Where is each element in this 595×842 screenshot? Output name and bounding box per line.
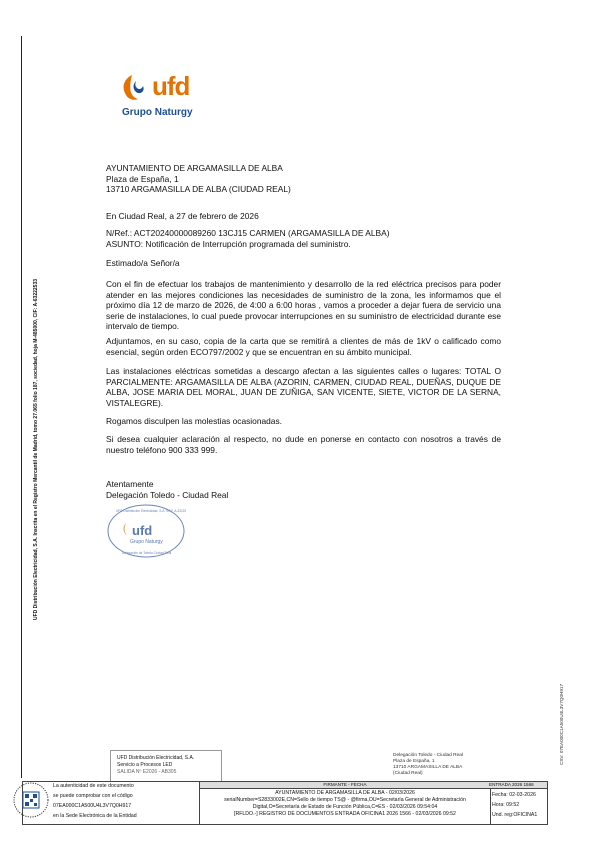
side-csv-text: CSV: 07EA000C1A500U4L3V7Q0H917 (559, 683, 564, 765)
recipient-street: Plaza de España, 1 (106, 173, 179, 184)
logo-subtitle: Grupo Naturgy (122, 107, 193, 118)
registry-footer (22, 781, 548, 825)
paragraph-1: Con el fin de efectuar los trabajos de mantenimiento y desarrollo de la red eléctrica precisos para poder atender en las mejores condiciones las necesidades de suministro de la zona, les informamos que el próximo día 12 de marzo de 2026, de 4:00 a 6:00 horas , vamos a proceder a dejar fuera de servicio una serie de instalaciones, lo cual puede provocar interrupciones en su suministro de electricidad durante ese intervalo de tiempo. (106, 279, 501, 332)
paragraph-2: Adjuntamos, en su caso, copia de la carta que se remitirá a clientes de más de 1kV o calificado como esencial, según orden ECO797/2002 y que se encuentran en su ámbito municipal. (106, 336, 501, 357)
exit-stamp-line1: UFD Distribución Electricidad, S.A. (117, 755, 195, 761)
reference-line: N/Ref.: ACT20240000089260 13CJ15 CARMEN (ARGAMASILLA DE ALBA) (106, 228, 390, 238)
footer-signatures: FIRMANTE - FECHA AYUNTAMIENTO DE ARGAMASILLA DE ALBA - 02/03/2026 serialNumber=S2833002E,CN=Sello de tiempo TS@ - @firma,OU=Secretaría General de Administración Digital,O=Secretaría de Estado de Función Pública,C=ES - 02/03/2026 09:54:04 [RFLDO.-] REGISTRO DE DOCUMENTOS ENTRADA OFICINA1 2026 1566 - 02/03/2026 09:52 (199, 782, 491, 824)
exit-stamp-line2: Servicio a Procesos LED (117, 762, 173, 768)
svg-text:Grupo Naturgy: Grupo Naturgy (130, 539, 163, 545)
footer-verification: La autenticidad de este documento se puede comprobar con el código 07EA000C1A500U4L3V7Q0H917 en la Sede Electrónica de la Entidad (53, 783, 137, 819)
small-address: Delegación Toledo - Ciudad Real Plaza de España, 1 13710 ARGAMASILLA DE ALBA (Ciudad Real) (393, 753, 464, 776)
closing (106, 479, 228, 500)
left-margin-line (21, 36, 22, 778)
greeting: Estimado/a Señor/a (106, 258, 180, 268)
closing-salutation: Atentamente (106, 479, 154, 489)
footer-registry-entry: ENTRADA 2026 1566 Fecha: 02-03-2026 Hora: 09:52 Und. reg:OFICINA1 (489, 782, 547, 824)
paragraph-5: Si desea cualquier aclaración al respecto, no dude en ponerse en contacto con nosotros a través de nuestro teléfono 900 333 999. (106, 434, 501, 455)
verification-seal-icon (11, 780, 51, 820)
exit-stamp-number: SALIDA Nº E2026 - AB305 (117, 769, 177, 775)
recipient-name: AYUNTAMIENTO DE ARGAMASILLA DE ALBA (106, 163, 283, 173)
paragraph-4: Rogamos disculpen las molestias ocasionadas. (106, 416, 282, 426)
svg-text:Delegación de Toledo-Ciudad Re: Delegación de Toledo-Ciudad Real (122, 551, 172, 555)
reference-block (106, 228, 390, 249)
footer-entry-header: ENTRADA 2026 1566 (489, 782, 547, 789)
exit-stamp (110, 750, 222, 782)
closing-signature: Delegación Toledo - Ciudad Real (106, 489, 229, 500)
svg-text:ufd: ufd (132, 523, 153, 538)
svg-text:UFD Distribución Electricidad,: UFD Distribución Electricidad, S.A. N.I.F. A-63222533 (116, 509, 186, 513)
recipient-city: 13710 ARGAMASILLA DE ALBA (CIUDAD REAL) (106, 184, 291, 195)
seal-ring-icon (106, 503, 186, 559)
company-seal (106, 503, 186, 559)
paragraph-3: Las instalaciones eléctricas sometidas a descargo afectan a las siguientes calles o lugares: TOTAL O PARCIALMENTE: ARGAMASILLA DE ALBA (AZORIN, CARMEN, CIUDAD REAL, DUEÑAS, DUQUE DE ALBA, JOSE MARIA DEL MORAL, JUAN DE ZUÑIGA, SAN VICENTE, SIETE, VICTOR DE LA SERNA, VISTALEGRE). (106, 366, 501, 408)
subject-line: ASUNTO: Notificación de Interrupción programada del suministro. (106, 238, 351, 249)
recipient-address (106, 163, 291, 195)
footer-signatures-header: FIRMANTE - FECHA (200, 782, 490, 789)
side-legal-text: UFD Distribución Electricidad, S.A. Inscrita en el Registro Mercantil de Madrid, tomo 27.065 folio 187, sociedad, hoja M-485000, CIF: A-63222533 (33, 278, 39, 620)
date-line: En Ciudad Real, a 27 de febrero de 2026 (106, 211, 259, 221)
ufd-flame-icon (118, 73, 150, 103)
logo-word: ufd (152, 71, 190, 101)
